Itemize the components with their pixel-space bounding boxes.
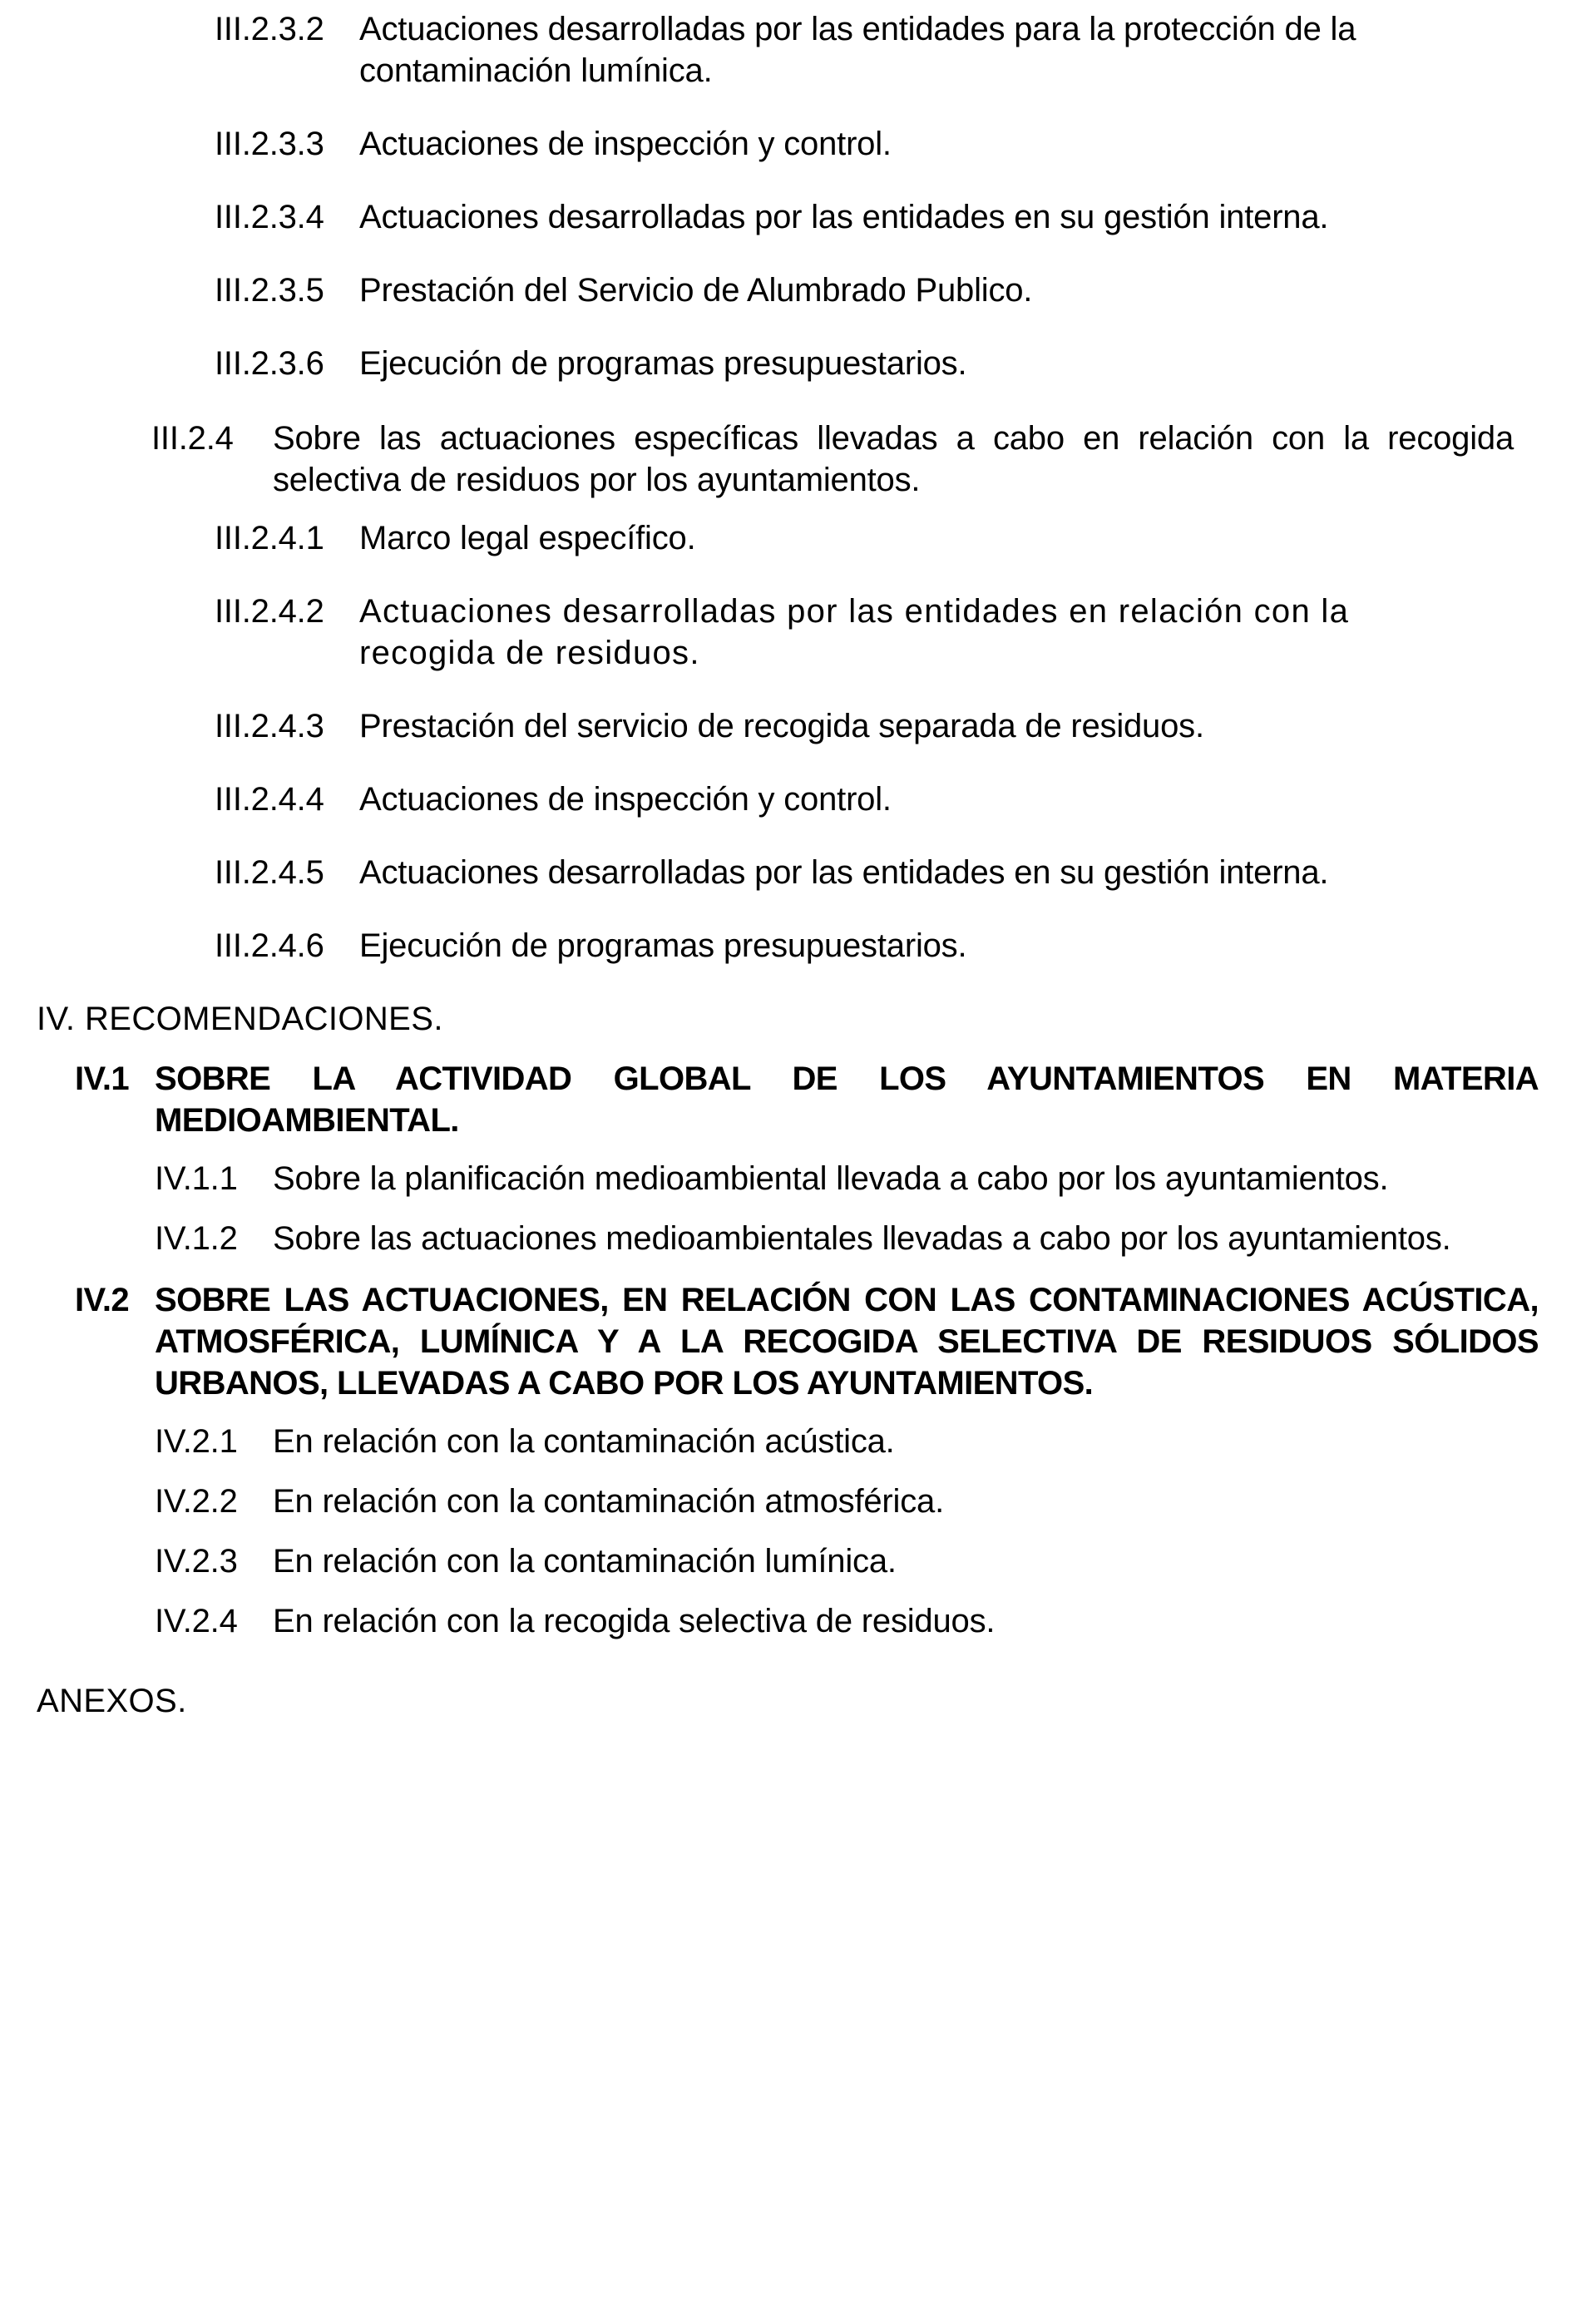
toc-entry-number: IV.1.2 <box>155 1220 238 1257</box>
toc-entry-title: Sobre la planificación medioambiental llevada a cabo por los ayuntamientos. <box>273 1160 1389 1197</box>
toc-entry-number: IV.1.1 <box>155 1160 238 1197</box>
toc-entry-number: III.2.4.5 <box>215 854 324 891</box>
toc-entry-title: Actuaciones desarrolladas por las entidades en relación con la recogida de residuos. <box>359 593 1350 671</box>
toc-entry-number: IV.2.1 <box>155 1423 238 1460</box>
toc-entry-number: III.2.4.6 <box>215 927 324 964</box>
toc-entry-number: IV.2.3 <box>155 1543 238 1580</box>
toc-entry-number: IV.2.2 <box>155 1483 238 1520</box>
toc-entry-number: IV.2.4 <box>155 1603 238 1639</box>
toc-entry-title: En relación con la contaminación lumínica. <box>273 1543 897 1580</box>
toc-entry-title: En relación con la contaminación atmosférica. <box>273 1483 944 1520</box>
toc-entry-number: III.2.3.3 <box>215 126 324 162</box>
toc-entry-title: En relación con la recogida selectiva de residuos. <box>273 1603 996 1639</box>
toc-entry-title: Prestación del servicio de recogida separada de residuos. <box>359 708 1204 744</box>
toc-entry-title: Sobre las actuaciones específicas llevadas a cabo en relación con la recogida selectiva de residuos por los ayuntamientos. <box>273 420 1514 498</box>
toc-entry-number: III.2.4.2 <box>215 593 324 630</box>
toc-entry-number: III.2.3.6 <box>215 345 324 382</box>
toc-entry-title: En relación con la contaminación acústica. <box>273 1423 895 1460</box>
toc-entry-number: III.2.3.4 <box>215 199 324 235</box>
toc-entry-title: Ejecución de programas presupuestarios. <box>359 345 967 382</box>
toc-chapter-iv[interactable]: IV. RECOMENDACIONES. <box>37 1001 443 1037</box>
toc-entry-title: SOBRE LAS ACTUACIONES, EN RELACIÓN CON LAS CONTAMINACIONES ACÚSTICA, ATMOSFÉRICA, LUMÍNICA Y A LA RECOGIDA SELECTIVA DE RESIDUOS SÓLIDOS URBANOS, LLEVADAS A CABO POR LOS AYUNTAMIENTOS. <box>155 1282 1539 1402</box>
toc-entry-title: Prestación del Servicio de Alumbrado Publico. <box>359 272 1033 309</box>
toc-entry-number: IV.2 <box>75 1282 130 1318</box>
toc-entry-title: SOBRE LA ACTIVIDAD GLOBAL DE LOS AYUNTAMIENTOS EN MATERIA MEDIOAMBIENTAL. <box>155 1061 1539 1139</box>
toc-entry-number: III.2.3.2 <box>215 11 324 47</box>
toc-entry-number: IV.1 <box>75 1061 130 1097</box>
toc-entry-title: Ejecución de programas presupuestarios. <box>359 927 967 964</box>
toc-chapter-anexos[interactable]: ANEXOS. <box>37 1683 187 1719</box>
toc-entry-title: Actuaciones desarrolladas por las entidades en su gestión interna. <box>359 199 1329 235</box>
toc-entry-number: III.2.4.3 <box>215 708 324 744</box>
toc-entry-title: Sobre las actuaciones medioambientales llevadas a cabo por los ayuntamientos. <box>273 1220 1451 1257</box>
toc-entry-title: Actuaciones desarrolladas por las entidades para la protección de la contaminación lumínica. <box>359 11 1356 89</box>
toc-entry-title: Marco legal específico. <box>359 520 696 556</box>
toc-entry-number: III.2.3.5 <box>215 272 324 309</box>
toc-entry-number: III.2.4.4 <box>215 781 324 818</box>
toc-entry-title: Actuaciones de inspección y control. <box>359 781 892 818</box>
toc-entry-title: Actuaciones desarrolladas por las entidades en su gestión interna. <box>359 854 1329 891</box>
toc-entry-number: III.2.4.1 <box>215 520 324 556</box>
toc-entry-title: Actuaciones de inspección y control. <box>359 126 892 162</box>
toc-entry-number: III.2.4 <box>151 420 234 457</box>
